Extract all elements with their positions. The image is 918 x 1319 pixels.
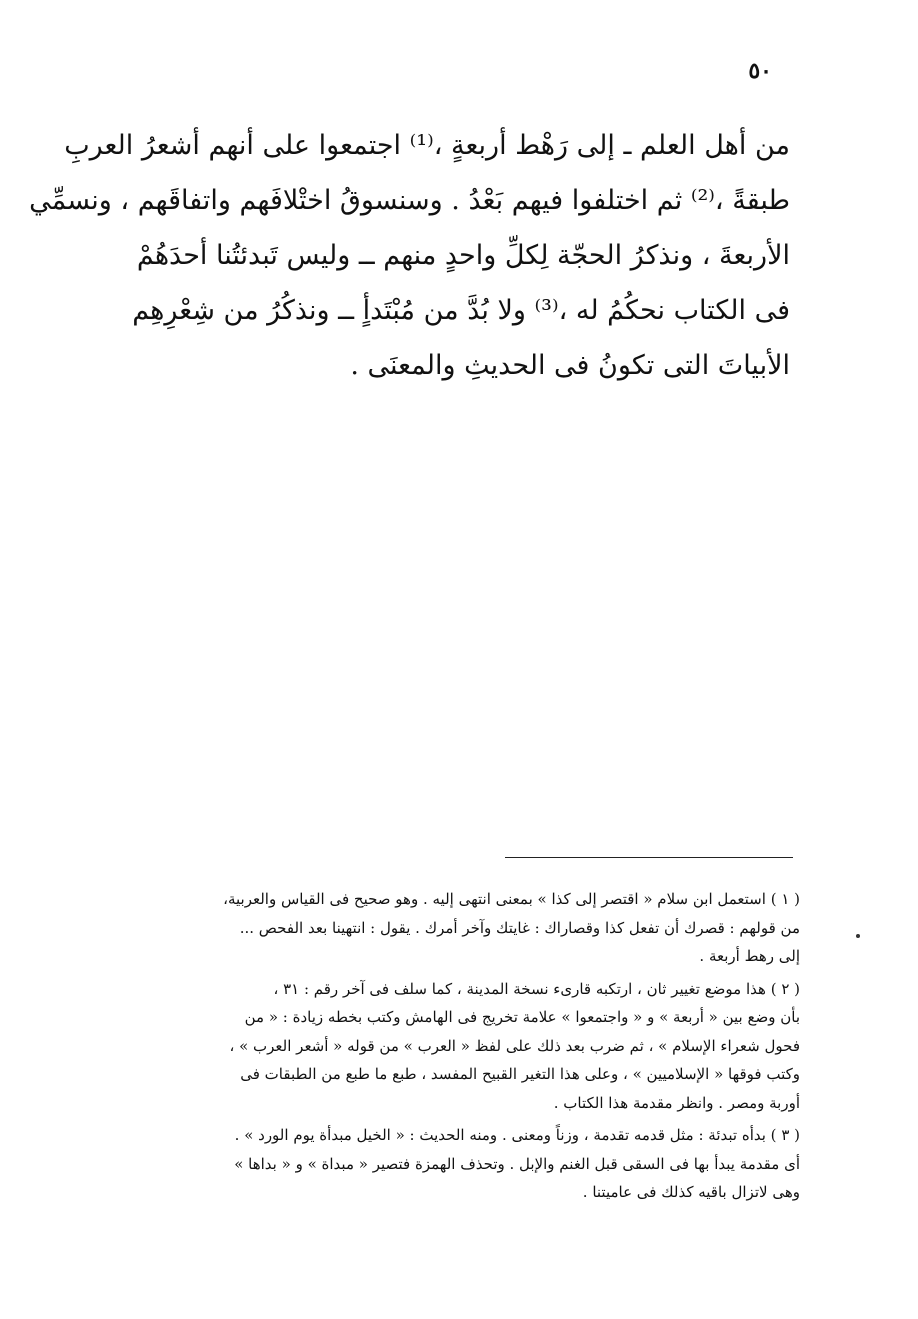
page-number: ٥٠	[748, 58, 772, 84]
main-text-line: من أهل العلم ـ إلى رَهْط أربعةٍ ،⁽¹⁾ اجتمعوا على أنهم أشعرُ العربِ	[64, 130, 790, 161]
footnote-line: إلى رهط أربعة .	[699, 947, 800, 965]
footnote-line: بأن وضع بين « أربعة » و « واجتمعوا » علامة تخريج فى الهامش وكتب بخطه زيادة : « من	[244, 1008, 800, 1026]
footnote-line: ( ٣ ) بدأه تبدئة : مثل قدمه تقدمة ، وزناً ومعنى . ومنه الحديث : « الخيل مبدأة يوم الورد » .	[234, 1126, 800, 1144]
footnote-line: وكتب فوقها « الإسلاميين » ، وعلى هذا التغير القبيح المفسد ، طبع ما طبع من الطبقات فى	[240, 1065, 800, 1083]
footnote-line: ( ١ ) استعمل ابن سلام « اقتصر إلى كذا » بمعنى انتهى إليه . وهو صحيح فى القياس والعربية،	[223, 890, 800, 908]
footnote-1	[100, 885, 800, 971]
main-text-line: الأربعةَ ، ونذكرُ الحجّة لِكلِّ واحدٍ منهم ــ وليس تَبدئتُنا أحدَهُمْ	[136, 240, 790, 271]
footnote-separator	[505, 857, 793, 858]
margin-dot-mark	[856, 934, 860, 938]
footnote-2	[100, 975, 800, 1118]
main-text-line: طبقةً ،⁽²⁾ ثم اختلفوا فيهم بَعْدُ . وسنسوقُ اختْلافَهم واتفاقَهم ، ونسمِّي	[29, 185, 790, 216]
footnote-line: ( ٢ ) هذا موضع تغيير ثان ، ارتكبه قارىء نسخة المدينة ، كما سلف فى آخر رقم : ٣١ ،	[273, 979, 800, 998]
footnote-line: أوربة ومصر . وانظر مقدمة هذا الكتاب .	[553, 1093, 800, 1112]
footnote-line: وهى لاتزال باقيه كذلك فى عاميتنا .	[582, 1183, 800, 1201]
main-text-line: الأبياتَ التى تكونُ فى الحديثِ والمعنَى .	[350, 350, 790, 381]
main-text-line: فى الكتاب نحكُمُ له ،⁽³⁾ ولا بُدَّ من مُبْتَدأٍ ــ ونذكُرُ من شِعْرِهِم	[132, 295, 790, 326]
footnotes-block	[100, 885, 800, 1211]
main-text-block	[29, 118, 790, 393]
footnote-line: أى مقدمة يبدأ بها فى السقى قبل الغنم والإبل . وتحذف الهمزة فتصير « مبداة » و « بداها »	[234, 1154, 800, 1173]
footnote-line: فحول شعراء الإسلام » ، ثم ضرب بعد ذلك على لفظ « العرب » من قوله « أشعر العرب » ،	[229, 1036, 800, 1055]
footnote-3	[100, 1121, 800, 1207]
footnote-line: من قولهم : قصرك أن تفعل كذا وقصاراك : غايتك وآخر أمرك . يقول : انتهينا بعد الفحص ...	[239, 918, 800, 937]
